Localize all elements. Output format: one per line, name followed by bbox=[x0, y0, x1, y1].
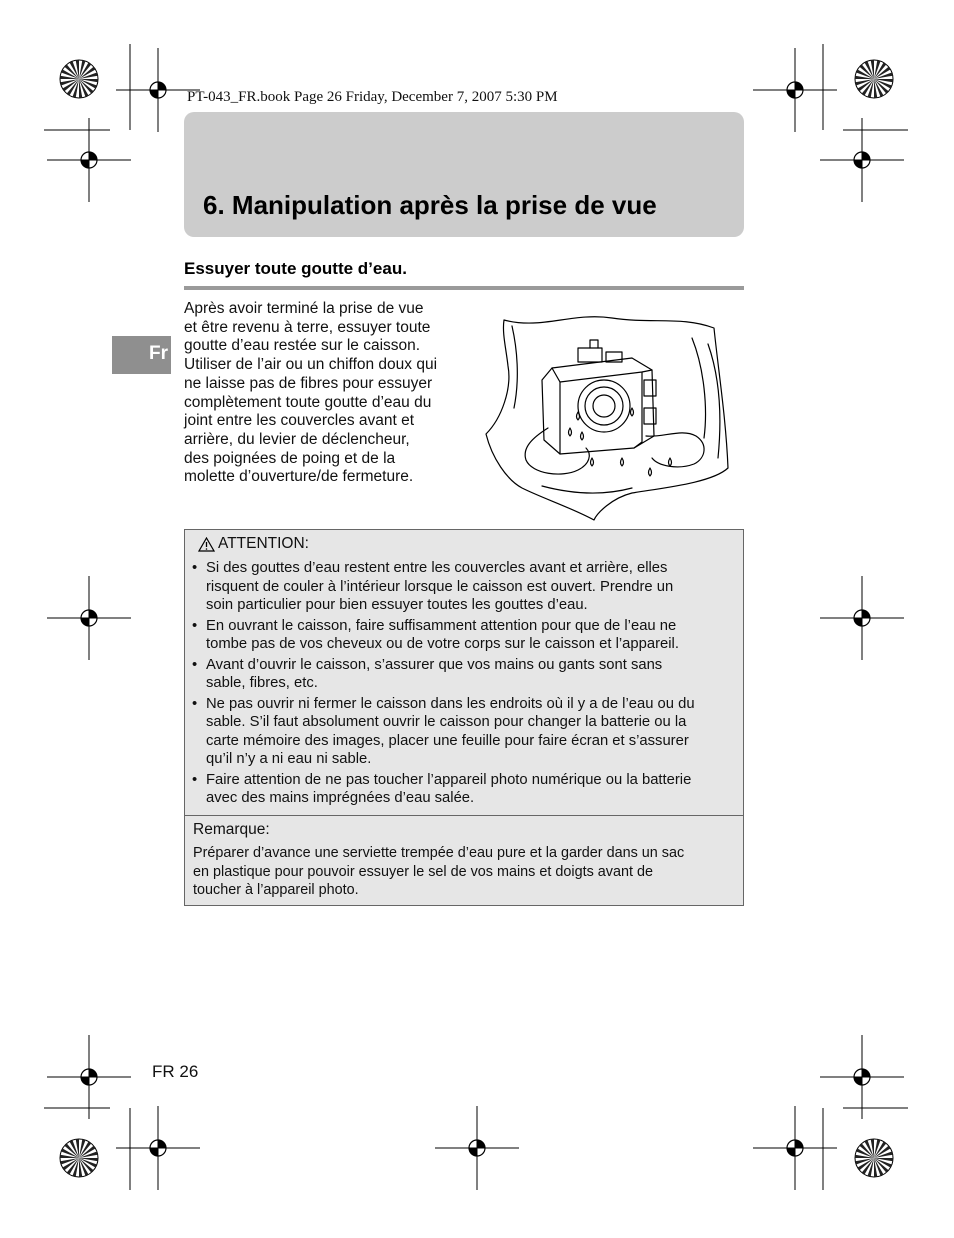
caution-item bbox=[192, 617, 740, 654]
bullet-mark: • bbox=[192, 560, 198, 576]
bullet-mark: • bbox=[192, 771, 198, 788]
caution-line: avec des mains imprégnées d’eau salée. bbox=[206, 790, 475, 807]
body-line: molette d’ouverture/de fermeture. bbox=[184, 468, 414, 486]
registration-starburst bbox=[60, 60, 98, 98]
remark-text bbox=[193, 844, 741, 900]
registration-starburst bbox=[855, 1139, 893, 1177]
caution-line: Ne pas ouvrir ni fermer le caisson dans les endroits où il y a de l’eau ou du bbox=[206, 695, 695, 712]
page-number: FR 26 bbox=[152, 1062, 199, 1081]
section-divider bbox=[184, 286, 744, 290]
registration-crosshair bbox=[116, 1106, 200, 1190]
housing-wiping-illustration bbox=[482, 308, 732, 523]
section-body bbox=[184, 300, 474, 487]
bullet-mark: • bbox=[192, 656, 198, 673]
caution-line: Avant d’ouvrir le caisson, s’assurer que vos mains ou gants sont sans bbox=[206, 656, 663, 673]
registration-crosshair bbox=[820, 576, 904, 660]
body-line: ne laisse pas de fibres pour essuyer bbox=[184, 374, 433, 392]
registration-crosshair bbox=[47, 1035, 131, 1119]
caution-line: soin particulier pour bien essuyer toutes les gouttes d’eau. bbox=[206, 597, 588, 614]
caution-line: Faire attention de ne pas toucher l’appareil photo numérique ou la batterie bbox=[206, 771, 692, 788]
registration-crosshair bbox=[47, 118, 131, 202]
section-heading: Essuyer toute goutte d’eau. bbox=[184, 259, 407, 278]
bullet-mark: • bbox=[192, 617, 198, 634]
warning-triangle-icon bbox=[198, 537, 215, 552]
body-line: arrière, du levier de déclencheur, bbox=[184, 430, 410, 448]
body-line: des poignées de poing et de la bbox=[184, 449, 396, 467]
caution-line: qu’il n’y a ni eau ni sable. bbox=[206, 751, 372, 768]
remark-divider bbox=[185, 815, 743, 816]
caution-heading bbox=[198, 535, 309, 553]
remark-line: en plastique pour pouvoir essuyer le sel de vos mains et doigts avant de bbox=[193, 863, 653, 880]
registration-crosshair bbox=[435, 1106, 519, 1190]
language-tab bbox=[112, 336, 171, 374]
caution-line: tombe pas de vos cheveux ou de votre corps sur le caisson et l’appareil. bbox=[206, 636, 679, 653]
language-tab-label: Fr bbox=[149, 343, 168, 364]
remark-label: Remarque: bbox=[193, 821, 270, 838]
caution-list bbox=[192, 559, 740, 810]
registration-crosshair bbox=[820, 1035, 904, 1119]
remark-line: Préparer d’avance une serviette trempée d’eau pure et la garder dans un sac bbox=[193, 845, 685, 861]
caution-item bbox=[192, 695, 740, 769]
caution-label: ATTENTION: bbox=[218, 535, 309, 552]
registration-starburst bbox=[60, 1139, 98, 1177]
body-line: goutte d’eau restée sur le caisson. bbox=[184, 337, 421, 355]
caution-item bbox=[192, 656, 740, 693]
body-line: complètement toute goutte d’eau du bbox=[184, 393, 432, 411]
caution-line: risquent de couler à l’intérieur lorsque le caisson est ouvert. Prendre un bbox=[206, 578, 674, 595]
registration-starburst bbox=[855, 60, 893, 98]
caution-line: En ouvrant le caisson, faire suffisamment attention pour que de l’eau ne bbox=[206, 617, 677, 634]
registration-crosshair bbox=[753, 1106, 837, 1190]
caution-line: carte mémoire des images, placer une feuille pour faire écran et s’assurer bbox=[206, 732, 689, 749]
registration-crosshair bbox=[47, 576, 131, 660]
caution-item bbox=[192, 559, 740, 615]
caution-line: sable. S’il faut absolument ouvrir le caisson pour changer la batterie ou la bbox=[206, 714, 687, 731]
body-line: Utiliser de l’air ou un chiffon doux qui bbox=[184, 356, 438, 374]
chapter-title: 6. Manipulation après la prise de vue bbox=[203, 190, 657, 220]
body-line: joint entre les couvercles avant et bbox=[184, 412, 415, 430]
caution-line: Si des gouttes d’eau restent entre les couvercles avant et arrière, elles bbox=[206, 560, 668, 576]
body-line: et être revenu à terre, essuyer toute bbox=[184, 318, 431, 336]
registration-crosshair bbox=[753, 48, 837, 132]
book-file-info: PT-043_FR.book Page 26 Friday, December 7, 2007 5:30 PM bbox=[187, 89, 558, 105]
bullet-mark: • bbox=[192, 695, 198, 712]
remark-line: toucher à l’appareil photo. bbox=[193, 882, 359, 899]
body-line: Après avoir terminé la prise de vue bbox=[184, 300, 424, 317]
caution-item bbox=[192, 771, 740, 808]
caution-line: sable, fibres, etc. bbox=[206, 675, 318, 692]
registration-crosshair bbox=[820, 118, 904, 202]
